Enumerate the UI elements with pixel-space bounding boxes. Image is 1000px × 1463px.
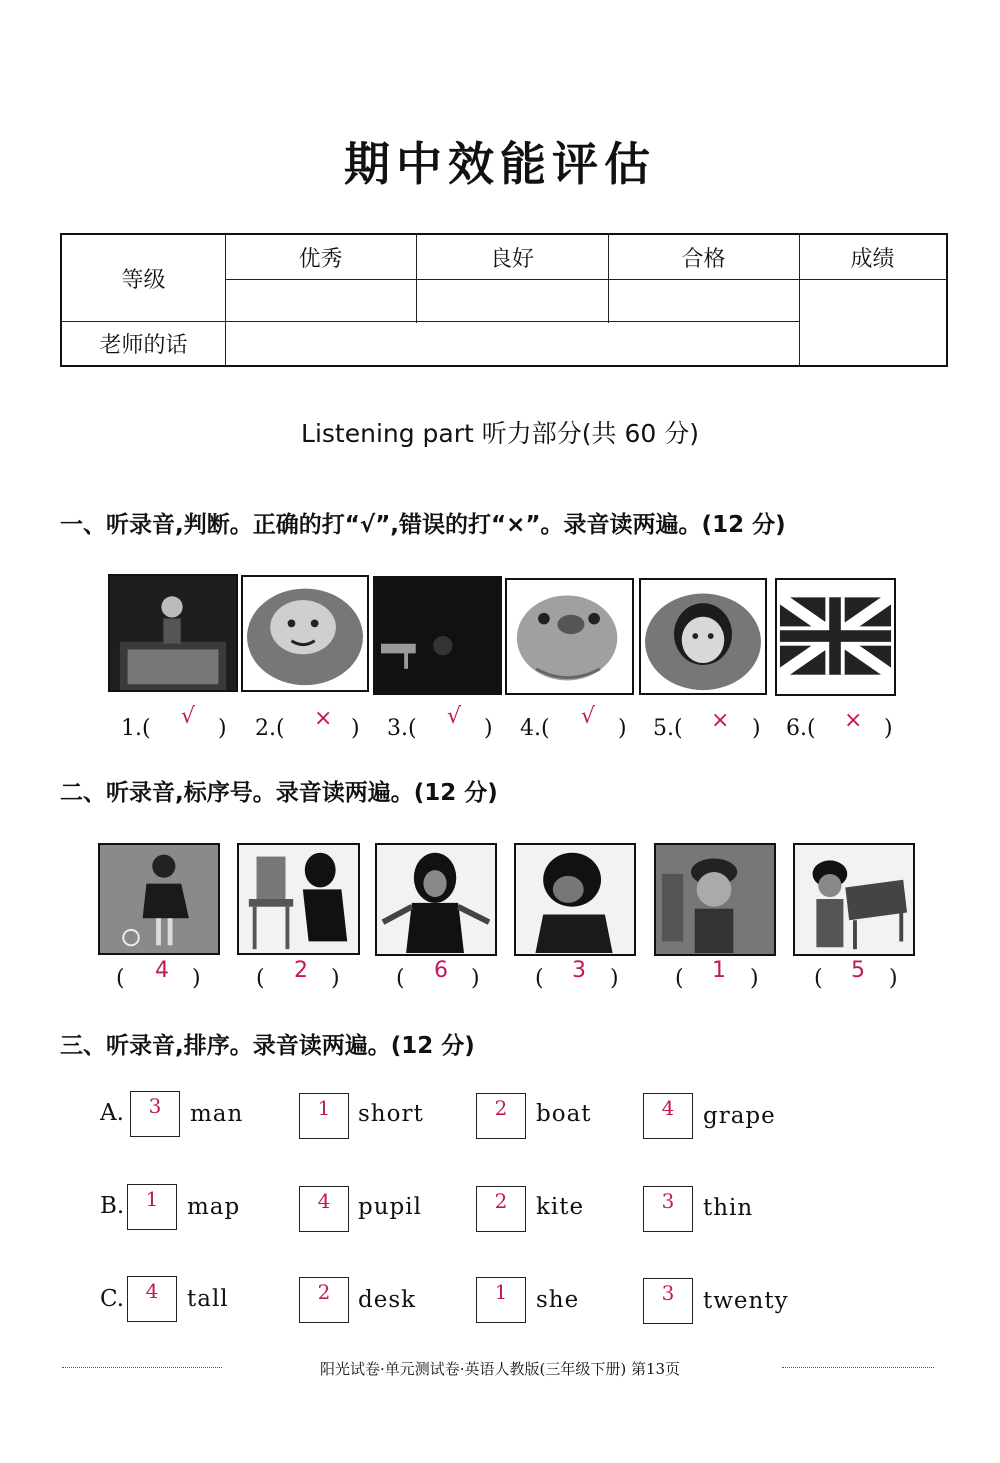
page-title: 期中效能评估 (344, 137, 656, 191)
section1-picture-3 (373, 576, 502, 695)
footer: 阳光试卷·单元测试卷·英语人教版(三年级下册) 第13页 (319, 1360, 681, 1378)
section1-picture-5 (639, 578, 767, 695)
s1-item-3-close: ) (484, 716, 493, 741)
row-c-word-4: twenty (703, 1288, 789, 1314)
row-c-word-2: desk (358, 1287, 417, 1313)
s2-item-4-open: ( (535, 966, 544, 991)
score-label: 成绩 (850, 246, 895, 272)
grade-table (60, 233, 948, 367)
row-b-label: B. (100, 1193, 125, 1219)
s2-item-6-close: ) (889, 966, 898, 991)
s2-item-2-close: ) (331, 966, 340, 991)
row-a-word-1: man (190, 1101, 244, 1127)
row-a-word-4: grape (703, 1103, 776, 1129)
section2-picture-1 (98, 843, 220, 955)
s2-item-5-open: ( (675, 966, 684, 991)
s2-item-3-close: ) (471, 966, 480, 991)
s2-item-1-open: ( (116, 966, 125, 991)
listening-part-title: Listening part 听力部分(共 60 分) (301, 419, 699, 448)
row-b-word-3: kite (536, 1194, 585, 1220)
s2-item-2-open: ( (256, 966, 265, 991)
s2-item-5-answer: 1 (712, 958, 726, 983)
section2-picture-6 (793, 843, 915, 956)
section2-heading: 二、听录音,标序号。录音读两遍。(12 分) (60, 780, 498, 806)
s1-item-6-number: 6.( (786, 716, 816, 741)
row-b-word-2: pupil (358, 1194, 422, 1220)
row-a-box-1: 3 (130, 1091, 180, 1137)
row-a-box-3: 2 (476, 1093, 526, 1139)
section1-picture-6-flag (775, 578, 896, 696)
s1-item-5-mark: × (711, 708, 730, 733)
s1-item-2-number: 2.( (255, 716, 285, 741)
level-pass: 合格 (681, 246, 726, 272)
s1-item-1-number: 1.( (121, 716, 151, 741)
s2-item-6-answer: 5 (851, 958, 865, 983)
row-b-box-2: 4 (299, 1186, 349, 1232)
s2-item-1-close: ) (192, 966, 201, 991)
row-a-box-4: 4 (643, 1093, 693, 1139)
s1-item-4-number: 4.( (520, 716, 550, 741)
s1-item-4-mark: √ (581, 704, 596, 729)
row-c-box-3: 1 (476, 1277, 526, 1323)
section1-picture-4 (505, 578, 634, 695)
section2-picture-4 (514, 843, 636, 956)
s1-item-3-number: 3.( (387, 716, 417, 741)
row-a-word-2: short (358, 1101, 424, 1127)
s1-item-6-mark: × (844, 708, 863, 733)
s2-item-5-close: ) (750, 966, 759, 991)
row-b-box-1: 1 (127, 1184, 177, 1230)
section1-picture-2 (241, 575, 369, 692)
s1-item-2-mark: × (314, 706, 333, 731)
section3-heading: 三、听录音,排序。录音读两遍。(12 分) (60, 1033, 475, 1059)
s1-item-3-mark: √ (447, 704, 462, 729)
s1-item-1-mark: √ (181, 704, 196, 729)
row-c-word-3: she (536, 1287, 580, 1313)
row-c-box-4: 3 (643, 1278, 693, 1324)
row-c-label: C. (100, 1286, 125, 1312)
s1-item-5-close: ) (752, 716, 761, 741)
s2-item-1-answer: 4 (155, 958, 169, 983)
s1-item-4-close: ) (618, 716, 627, 741)
row-c-box-2: 2 (299, 1277, 349, 1323)
s2-item-3-answer: 6 (434, 958, 448, 983)
row-b-box-4: 3 (643, 1186, 693, 1232)
section2-picture-2 (237, 843, 360, 955)
s2-item-3-open: ( (396, 966, 405, 991)
s2-item-6-open: ( (814, 966, 823, 991)
level-label: 等级 (121, 267, 166, 293)
row-b-word-1: map (187, 1194, 241, 1220)
s2-item-4-answer: 3 (572, 958, 586, 983)
section1-heading: 一、听录音,判断。正确的打“√”,错误的打“×”。录音读两遍。(12 分) (60, 512, 786, 538)
row-c-word-1: tall (187, 1286, 229, 1312)
s1-item-1-close: ) (218, 716, 227, 741)
teacher-label: 老师的话 (99, 332, 188, 358)
s2-item-2-answer: 2 (294, 958, 308, 983)
section2-picture-5 (654, 843, 776, 956)
s2-item-4-close: ) (610, 966, 619, 991)
section1-picture-1 (108, 574, 238, 692)
section2-picture-3 (375, 843, 497, 956)
level-excellent: 优秀 (298, 246, 343, 272)
level-good: 良好 (489, 246, 534, 272)
row-a-label: A. (100, 1100, 124, 1126)
row-a-box-2: 1 (299, 1093, 349, 1139)
row-c-box-1: 4 (127, 1276, 177, 1322)
row-b-word-4: thin (703, 1195, 754, 1221)
s1-item-2-close: ) (351, 716, 360, 741)
s1-item-5-number: 5.( (653, 716, 683, 741)
s1-item-6-close: ) (884, 716, 893, 741)
row-a-word-3: boat (536, 1101, 592, 1127)
row-b-box-3: 2 (476, 1186, 526, 1232)
